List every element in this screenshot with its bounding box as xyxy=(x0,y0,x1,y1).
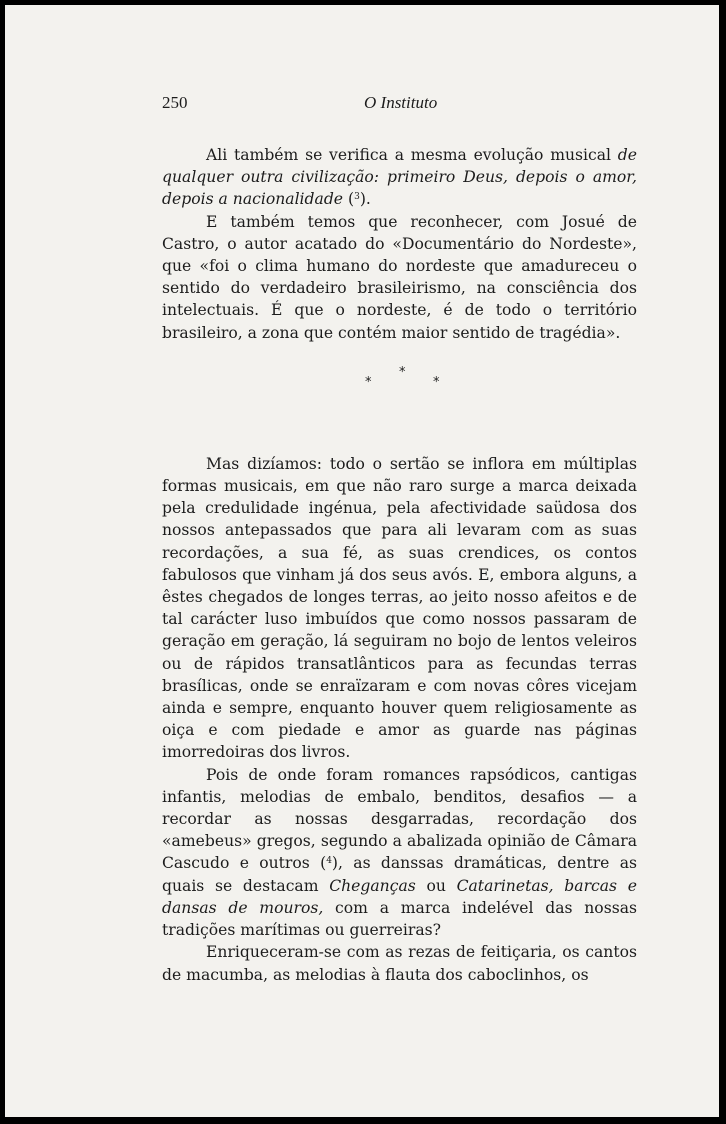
paragraph-josue-de-castro: E também temos que reconhecer, com Josué de Castro, o autor acatado do «Documentário do Nordeste», que «foi o clima humano do nordeste que amadureceu o sentido do verdadeiro brasileirismo, na consciência dos intelectuais. É que o nordeste, é de todo o território brasileiro, a zona que contém maior sentido de tragédia». xyxy=(162,212,637,342)
journal-title: O Instituto xyxy=(364,93,438,112)
section-separator xyxy=(162,352,637,414)
italic-term: Cheganças xyxy=(329,876,416,895)
note-close: ). xyxy=(359,190,371,209)
italic-term: Catarinetas, barcas e dansas de mouros, xyxy=(162,876,637,917)
page-number: 250 xyxy=(162,93,188,112)
paragraph-romances xyxy=(162,764,637,942)
paragraph-sertao: Mas dizíamos: todo o sertão se inflora em múltiplas formas musicais, em que não raro surge a marca deixada pela credulidade ingénua, pela afectividade saüdosa dos nossos antepassados que para ali levaram com as suas recordações, a sua fé, as suas crendices, os contos fabulosos que vinham já dos seus avós. E, embora alguns, a êstes chegados de longes terras, ao jeito nosso afeitos e de tal carácter luso imbuídos que como nossos passaram de geração em geração, lá seguiram no bojo de lentos veleiros ou de rápidos transatlânticos para as fecundas terras brasílicas, onde se enraïzaram e com novas côres vicejam ainda e sempre, enquanto houver quem religiosamente as oiça e com piedade e amor as guarde nas páginas imorredoiras dos livros. xyxy=(162,454,637,762)
scanned-page xyxy=(5,5,719,1117)
paragraph-evolucao-musical xyxy=(162,144,637,211)
separator-star: * xyxy=(399,364,406,380)
note-open: ( xyxy=(309,854,327,873)
note-open: ( xyxy=(343,190,355,209)
separator-star: * xyxy=(433,374,440,390)
paragraph-text: Ali também se verifica a mesma evolução musical xyxy=(206,146,618,164)
paragraph-enriqueceram: Enriqueceram-se com as rezas de feitiçaria, os cantos de macumba, as melodias à flauta dos caboclinhos, os xyxy=(162,943,637,984)
paragraph-text: as danssas dramáticas, dentre as quais se destacam xyxy=(162,854,638,895)
footnote-ref-3: 3 xyxy=(354,192,360,203)
running-head xyxy=(162,87,637,117)
italic-quote: de qualquer outra civilização: primeiro Deus, depois o amor, depois a nacionalidade xyxy=(162,146,637,209)
footnote-ref-4: 4 xyxy=(326,856,332,867)
page-content xyxy=(162,87,637,986)
paragraph-text: Pois de onde foram romances rapsódicos, cantigas infantis, melodias de embalo, benditos, desafios — a recordar as nossas desgarradas, recordação dos «amebeus» gregos, segundo a abalizada opinião de Câmara Cascudo e outros xyxy=(162,765,637,873)
paragraph-text: ou xyxy=(415,876,457,895)
paragraph-text: com a marca indelével das nossas tradições marítimas ou guerreiras? xyxy=(162,898,637,940)
note-close: ), xyxy=(331,854,354,873)
separator-star: * xyxy=(365,374,372,390)
